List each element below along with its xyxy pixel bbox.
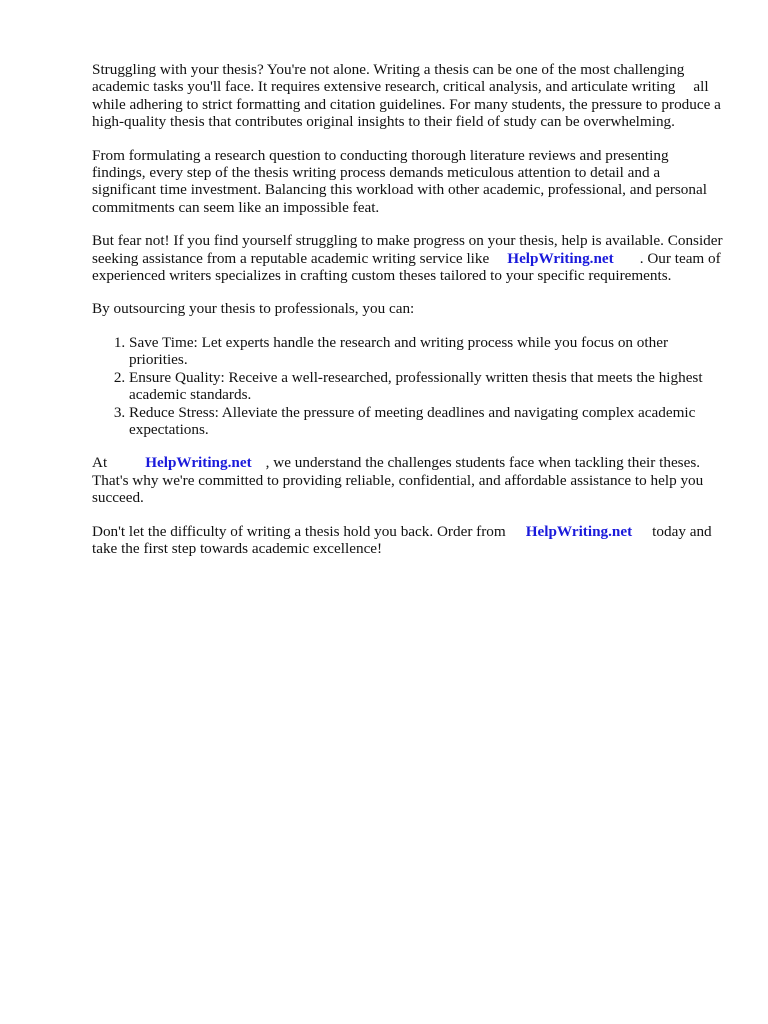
- benefits-list: [92, 334, 724, 438]
- intro-text-part-2: all while adhering to strict formatting and citation guidelines. For many students, the pressure to produce a high-quality thesis that contributes original insights to their field of study can be overwhelming.: [92, 78, 721, 131]
- cta-text-part-2: today and take the first step towards academic excellence!: [92, 522, 712, 557]
- benefits-intro-paragraph: By outsourcing your thesis to professionals, you can:: [92, 300, 415, 318]
- assistance-text-part-1: But fear not! If you find yourself struggling to make progress on your thesis, help is available. Consider seeking assistance from a reputable academic writing service like: [92, 232, 723, 267]
- list-item: 2. Ensure Quality: Receive a well-researched, professionally written thesis that meets the highest academic standards.: [129, 369, 724, 404]
- cta-text-part-1: Don't let the difficulty of writing a thesis hold you back. Order from: [92, 522, 506, 540]
- commitment-text-part-1: At: [92, 454, 108, 472]
- commitment-paragraph: [92, 454, 724, 506]
- list-item: 3. Reduce Stress: Alleviate the pressure of meeting deadlines and navigating complex academic expectations.: [129, 404, 724, 439]
- assistance-paragraph: [92, 232, 724, 284]
- document-body: [92, 61, 724, 573]
- intro-text-part-1: Struggling with your thesis? You're not alone. Writing a thesis can be one of the most challenging academic tasks you'll face. It requires extensive research, critical analysis, and articulate writing: [92, 61, 685, 96]
- helpwriting-link[interactable]: HelpWriting.net: [507, 249, 614, 267]
- call-to-action-paragraph: [92, 523, 724, 558]
- intro-paragraph: [92, 61, 724, 131]
- helpwriting-link[interactable]: HelpWriting.net: [525, 522, 633, 540]
- helpwriting-link[interactable]: HelpWriting.net: [145, 454, 252, 472]
- process-paragraph: From formulating a research question to conducting thorough literature reviews and presenting findings, every step of the thesis writing process demands meticulous attention to detail and a significant time investment. Balancing this workload with other academic, professional, and personal commitments can seem like an impossible feat.: [92, 146, 707, 216]
- assistance-text-part-2: . Our team of experienced writers specializes in crafting custom theses tailored to your specific requirements.: [92, 249, 721, 285]
- commitment-text-part-2: , we understand the challenges students face when tackling their theses. That's why we're committed to providing reliable, confidential, and affordable assistance to help you succeed.: [92, 454, 704, 507]
- list-item: 1. Save Time: Let experts handle the research and writing process while you focus on other priorities.: [129, 334, 724, 369]
